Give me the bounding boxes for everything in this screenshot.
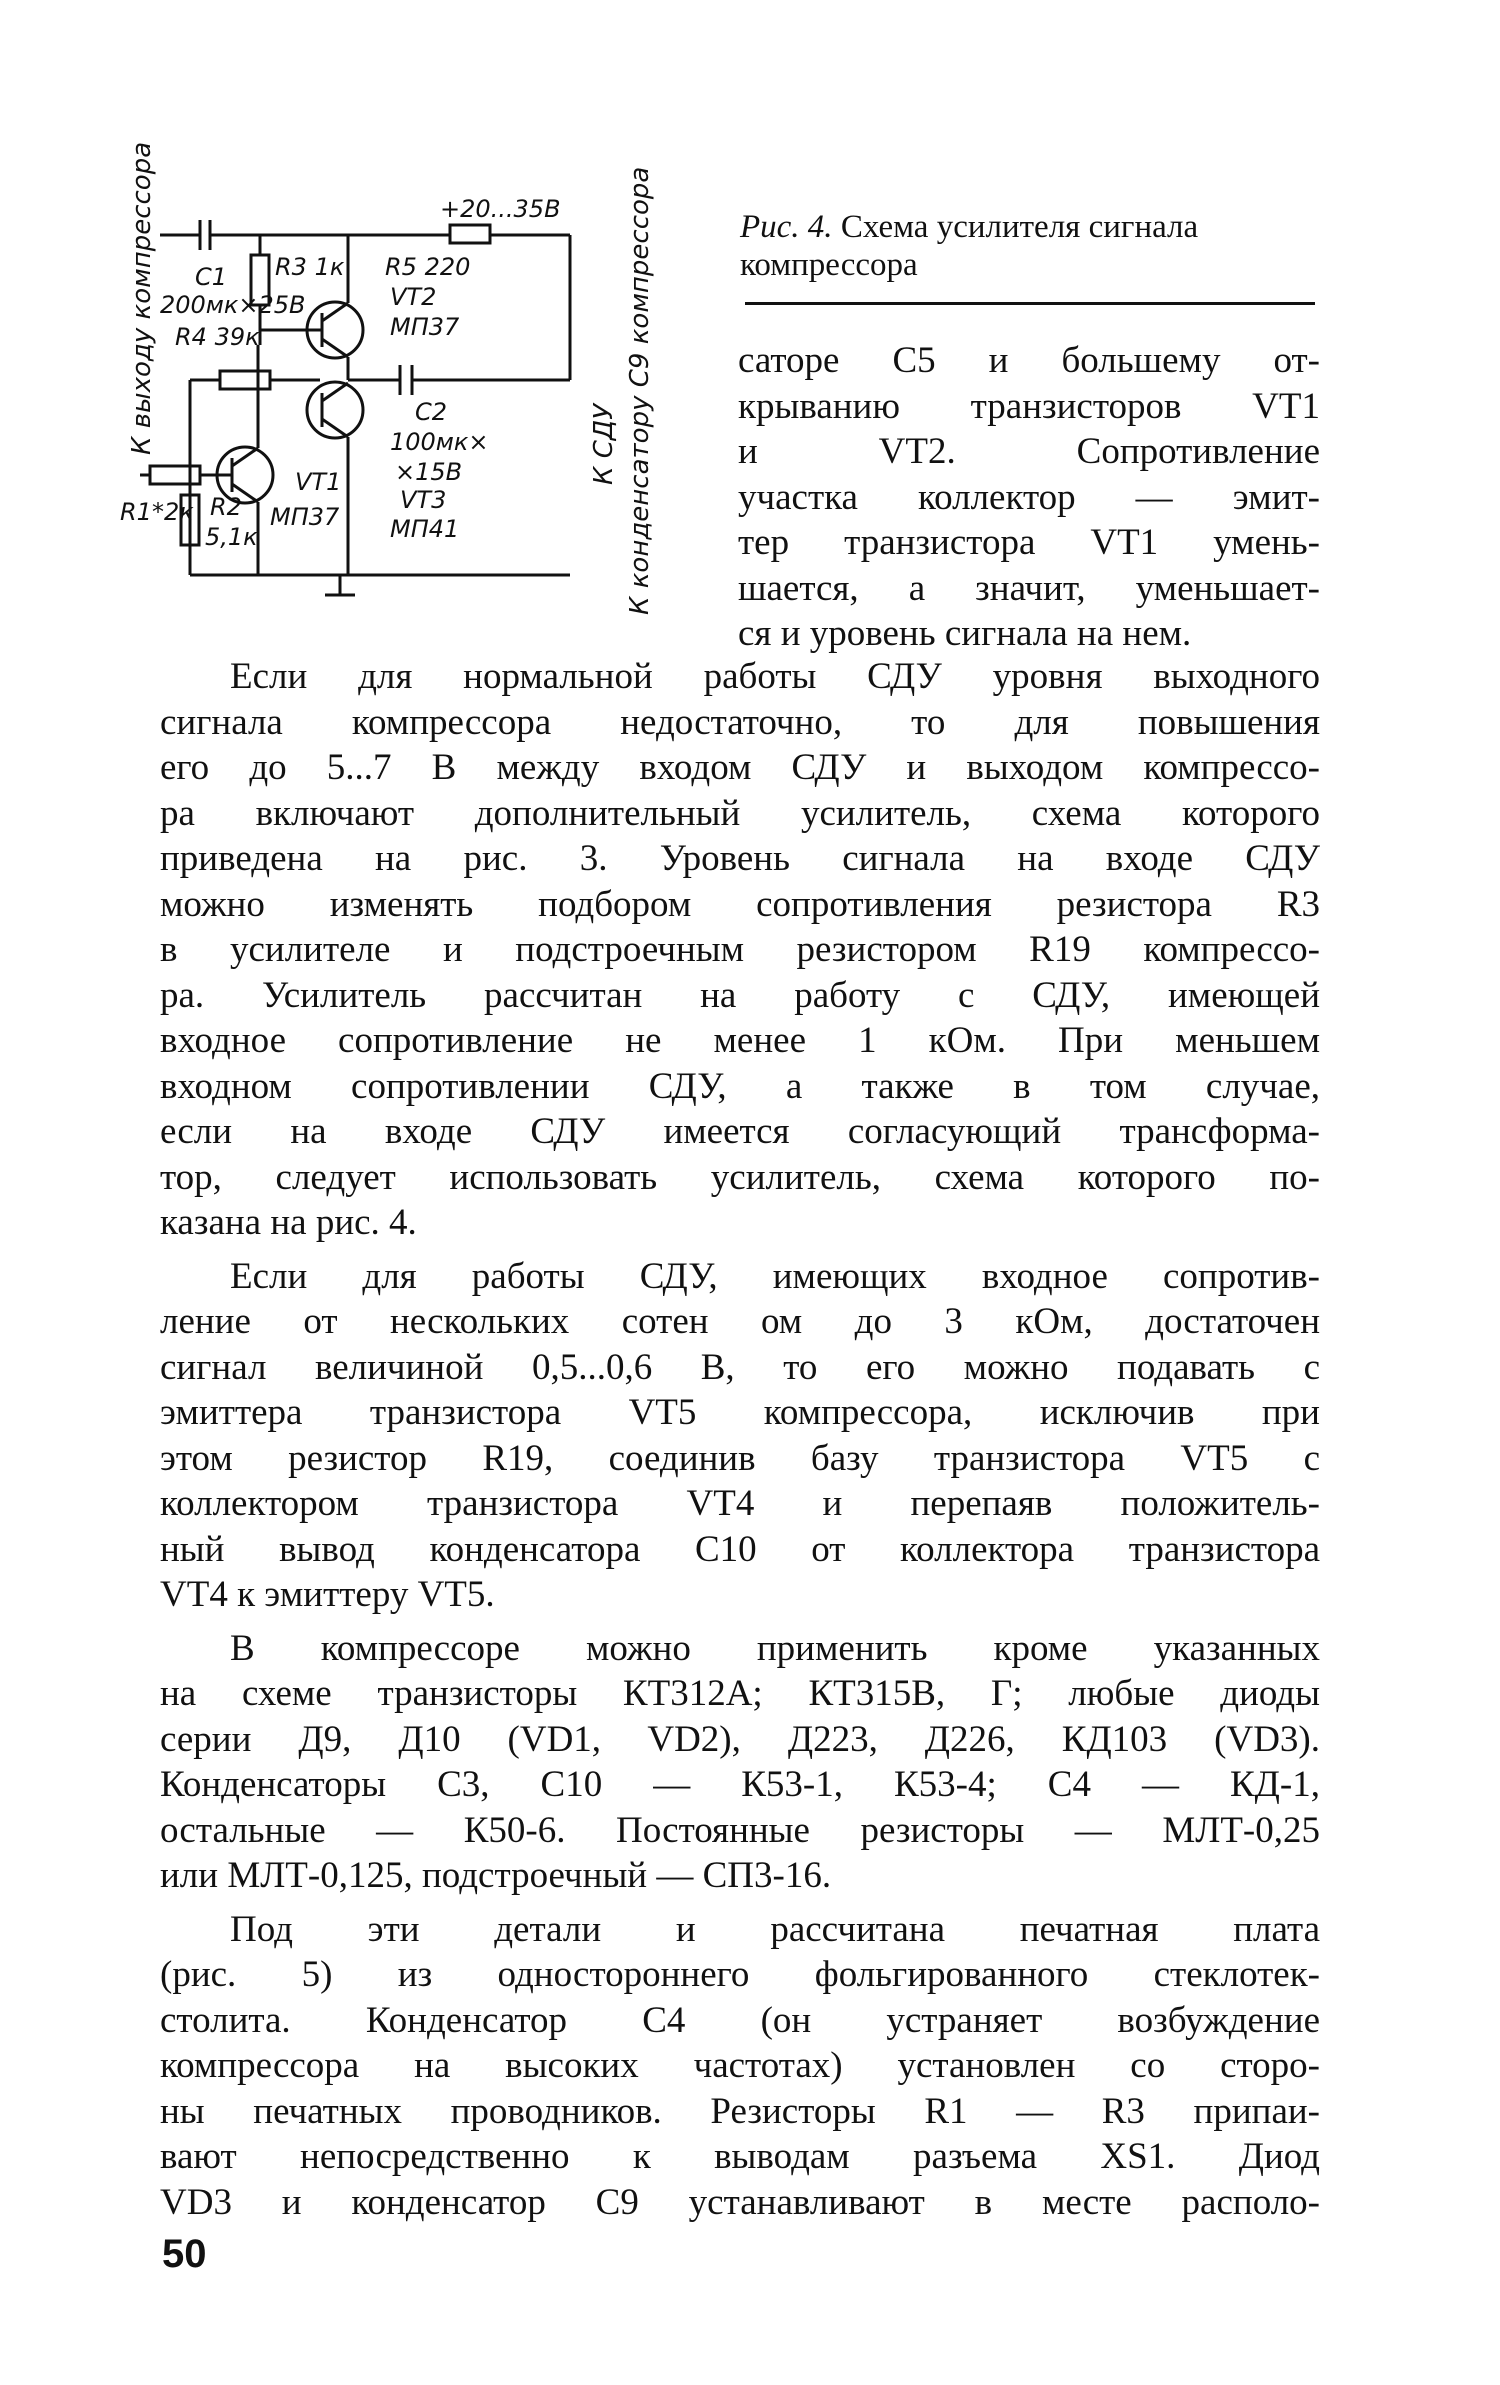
input-label: К выходу компрессора bbox=[127, 141, 157, 455]
text-line: сигнала компрессора недостаточно, то для повышения bbox=[160, 701, 1320, 743]
r2-value: 5,1к bbox=[205, 523, 258, 551]
r1-label: R1*2к bbox=[120, 498, 194, 526]
text-line: ра включают дополнительный усилитель, схема которого bbox=[160, 792, 1320, 834]
text-line: ление от нескольких сотен ом до 3 кОм, достаточен bbox=[160, 1301, 1320, 1342]
text-line: его до 5...7 В между входом СДУ и выходом компрессо- bbox=[160, 747, 1320, 788]
text-line: в усилителе и подстроечным резистором R19 компрессо- bbox=[160, 929, 1320, 970]
text-line: (рис. 5) из одностороннего фольгированного стеклотек- bbox=[160, 1954, 1320, 1995]
text-line: тор, следует использовать усилитель, схема которого по- bbox=[160, 1156, 1320, 1198]
text-line: ны печатных проводников. Резисторы R1 — R3 припаи- bbox=[160, 2090, 1320, 2132]
schematic-drawing bbox=[120, 141, 670, 635]
c2-label: C2 bbox=[415, 398, 448, 426]
vt2-label: VT2 bbox=[390, 283, 437, 311]
vt2-type: МП37 bbox=[390, 313, 460, 341]
text-line: казана на рис. 4. bbox=[160, 1202, 417, 1243]
c1-label: C1 bbox=[195, 263, 228, 291]
power-label: +20...35В bbox=[440, 195, 561, 223]
c2-value: 100мк× bbox=[390, 428, 489, 456]
text-line: входное сопротивление не менее 1 кОм. При меньшем bbox=[160, 1020, 1320, 1061]
caption-prefix: Рис. 4. bbox=[740, 209, 833, 245]
vt3-label: VT3 bbox=[400, 486, 447, 514]
text-line: саторе С5 и большему от- bbox=[738, 340, 1320, 381]
side-column-text bbox=[738, 338, 1320, 657]
text-line: серии Д9, Д10 (VD1, VD2), Д223, Д226, КД103 (VD3). bbox=[160, 1718, 1320, 1760]
paragraph-1 bbox=[160, 654, 1320, 1246]
page-number: 50 bbox=[162, 2232, 207, 2276]
text-line: если на входе СДУ имеется согласующий трансформа- bbox=[160, 1111, 1320, 1152]
c2-value-2: ×15В bbox=[395, 458, 463, 486]
text-line: крыванию транзисторов VT1 bbox=[738, 385, 1320, 427]
vt3-type: МП41 bbox=[390, 515, 460, 543]
paragraph-2 bbox=[160, 1254, 1320, 1618]
text-line: и VT2. Сопротивление bbox=[738, 431, 1320, 472]
text-line: Если для нормальной работы СДУ уровня выходного bbox=[230, 656, 1320, 697]
text-line: приведена на рис. 3. Уровень сигнала на входе СДУ bbox=[160, 838, 1320, 879]
c1-value: 200мк×25В bbox=[160, 291, 306, 319]
text-line: шается, а значит, уменьшает- bbox=[738, 567, 1320, 609]
text-line: Если для работы СДУ, имеющих входное сопротив- bbox=[230, 1255, 1320, 1297]
text-line: VD3 и конденсатор С9 устанавливают в месте располо- bbox=[160, 2181, 1320, 2223]
text-line: В компрессоре можно применить кроме указанных bbox=[230, 1627, 1320, 1669]
text-line: ный вывод конденсатора С10 от коллектора транзистора bbox=[160, 1528, 1320, 1570]
text-line: Под эти детали и рассчитана печатная плата bbox=[230, 1908, 1320, 1950]
text-line: участка коллектор — эмит- bbox=[738, 476, 1320, 518]
output-label-c9: К конденсатору C9 компрессора bbox=[625, 166, 655, 615]
text-line: на схеме транзисторы КТ312А; КТ315В, Г; любые диоды bbox=[160, 1673, 1320, 1714]
r3-label: R3 1к bbox=[275, 253, 345, 281]
text-line: вают непосредственно к выводам разъема XS1. Диод bbox=[160, 2136, 1320, 2177]
amplifier-schematic bbox=[120, 141, 670, 635]
text-line: сигнал величиной 0,5...0,6 В, то его можно подавать с bbox=[160, 1346, 1320, 1388]
text-line: компрессора на высоких частотах) установлен со сторо- bbox=[160, 2045, 1320, 2086]
figure-caption bbox=[740, 208, 1320, 284]
main-body-text bbox=[160, 654, 1320, 2233]
r5-label: R5 220 bbox=[385, 253, 471, 281]
paragraph-4 bbox=[160, 1907, 1320, 2226]
vt1-label: VT1 bbox=[295, 468, 342, 496]
text-line: остальные — К50-6. Постоянные резисторы — МЛТ-0,25 bbox=[160, 1809, 1320, 1851]
text-line: ся и уровень сигнала на нем. bbox=[738, 613, 1192, 654]
output-label-sdu: К СДУ bbox=[589, 403, 619, 485]
text-line: или МЛТ-0,125, подстроечный — СП3-16. bbox=[160, 1855, 832, 1896]
text-line: эмиттера транзистора VT5 компрессора, исключив при bbox=[160, 1392, 1320, 1433]
text-line: ра. Усилитель рассчитан на работу с СДУ, имеющей bbox=[160, 974, 1320, 1016]
text-line: входном сопротивлении СДУ, а также в том случае, bbox=[160, 1065, 1320, 1107]
text-line: тер транзистора VT1 умень- bbox=[738, 522, 1320, 563]
vt1-type: МП37 bbox=[270, 503, 340, 531]
text-line: можно изменять подбором сопротивления резистора R3 bbox=[160, 883, 1320, 925]
r4-label: R4 39к bbox=[175, 323, 260, 351]
text-line: столита. Конденсатор С4 (он устраняет возбуждение bbox=[160, 1999, 1320, 2041]
text-line: VT4 к эмиттеру VT5. bbox=[160, 1574, 495, 1615]
text-line: Конденсаторы С3, С10 — К53-1, К53-4; С4 — КД-1, bbox=[160, 1764, 1320, 1805]
text-line: коллектором транзистора VT4 и перепаяв положитель- bbox=[160, 1483, 1320, 1524]
text-line: этом резистор R19, соединив базу транзистора VT5 с bbox=[160, 1437, 1320, 1479]
paragraph-3 bbox=[160, 1626, 1320, 1899]
caption-text: Схема усилителя сигнала компрессора bbox=[740, 209, 1199, 283]
caption-divider bbox=[745, 302, 1315, 305]
r2-label: R2 bbox=[210, 493, 242, 521]
